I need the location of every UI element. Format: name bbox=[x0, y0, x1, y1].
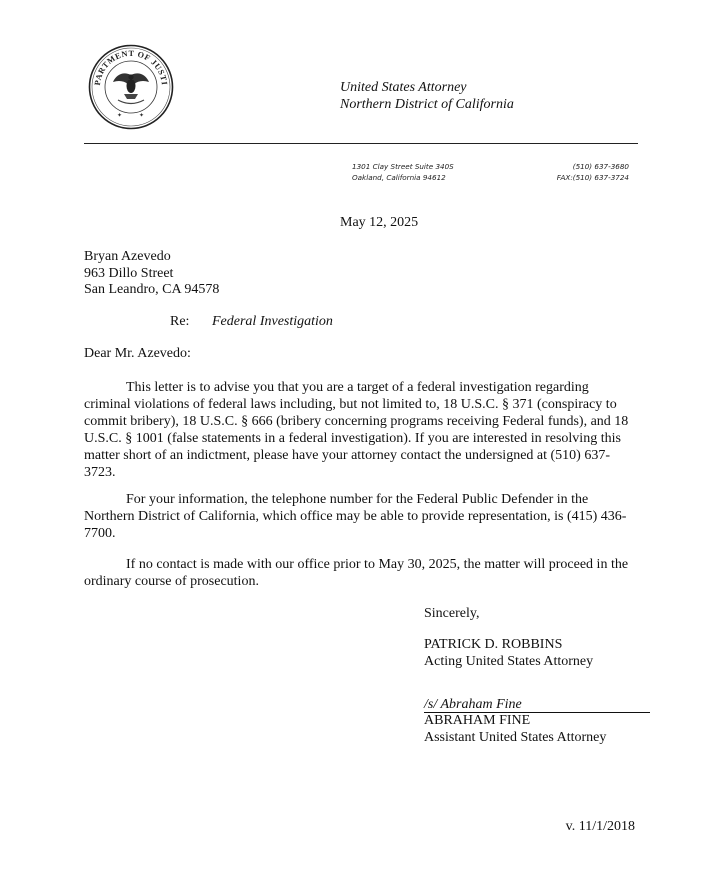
paragraph-line: For your information, the telephone number for the Federal Public Defender in the bbox=[126, 492, 589, 507]
paragraph-line: This letter is to advise you that you are a target of a federal investigation regarding bbox=[126, 380, 589, 395]
signer-block bbox=[424, 636, 593, 670]
signer-name: PATRICK D. ROBBINS bbox=[424, 637, 563, 652]
closing: Sincerely, bbox=[424, 606, 480, 621]
svg-text:✦: ✦ bbox=[139, 113, 145, 119]
letterhead-contact bbox=[557, 161, 629, 183]
paragraph-line: criminal violations of federal laws including, but not limited to, 18 U.S.C. § 371 (conspiracy to bbox=[84, 397, 617, 412]
signature-line: /s/ Abraham Fine bbox=[424, 697, 650, 713]
letterhead-address bbox=[352, 161, 454, 183]
fax-number: FAX:(510) 637-3724 bbox=[556, 173, 629, 182]
paragraph-line: If no contact is made with our office prior to May 30, 2025, the matter will proceed in the bbox=[126, 557, 629, 572]
phone-number: (510) 637-3680 bbox=[572, 162, 629, 171]
letterhead-divider bbox=[84, 143, 638, 144]
letter-date: May 12, 2025 bbox=[340, 215, 419, 230]
recipient-city: San Leandro, CA 94578 bbox=[84, 282, 220, 297]
seal-ring-text: PARTMENT OF JUSTI bbox=[92, 48, 169, 86]
paragraph-line: commit bribery), 18 U.S.C. § 666 (bribery concerning programs receiving Federal funds), and 18 bbox=[84, 414, 629, 429]
paragraph-line: matter short of an indictment, please have your attorney contact the undersigned at (510) 637- bbox=[84, 448, 610, 463]
doj-seal-icon bbox=[88, 44, 174, 130]
paragraph-line: Northern District of California, which office may be able to provide representation, is (415) 436- bbox=[84, 509, 627, 524]
signer-title: Acting United States Attorney bbox=[424, 654, 594, 669]
paragraph-line: ordinary course of prosecution. bbox=[84, 574, 259, 589]
salutation: Dear Mr. Azevedo: bbox=[84, 346, 191, 361]
body-paragraph-1 bbox=[84, 379, 640, 481]
recipient-street: 963 Dillo Street bbox=[84, 265, 174, 281]
paragraph-line: 7700. bbox=[84, 526, 116, 541]
assistant-title: Assistant United States Attorney bbox=[424, 730, 607, 745]
svg-text:✦: ✦ bbox=[117, 113, 123, 119]
assistant-name: ABRAHAM FINE bbox=[424, 713, 531, 728]
re-line bbox=[170, 314, 333, 330]
re-label: Re: bbox=[170, 314, 190, 329]
address-street: 1301 Clay Street Suite 340S bbox=[352, 162, 454, 171]
office-district: Northern District of California bbox=[340, 97, 514, 112]
address-city: Oakland, California 94612 bbox=[352, 173, 446, 182]
re-subject: Federal Investigation bbox=[212, 314, 333, 329]
body-paragraph-3 bbox=[84, 556, 640, 590]
paragraph-line: U.S.C. § 1001 (false statements in a federal investigation). If you are interested in resolving this bbox=[84, 431, 621, 446]
doj-seal bbox=[88, 44, 174, 130]
recipient-name: Bryan Azevedo bbox=[84, 249, 171, 264]
version-label: v. 11/1/2018 bbox=[565, 819, 635, 834]
office-title: United States Attorney bbox=[340, 80, 467, 95]
recipient-address bbox=[84, 249, 219, 299]
assistant-block bbox=[424, 712, 606, 746]
body-paragraph-2 bbox=[84, 491, 640, 542]
letterhead-office bbox=[340, 79, 514, 113]
paragraph-line: 3723. bbox=[84, 465, 116, 480]
